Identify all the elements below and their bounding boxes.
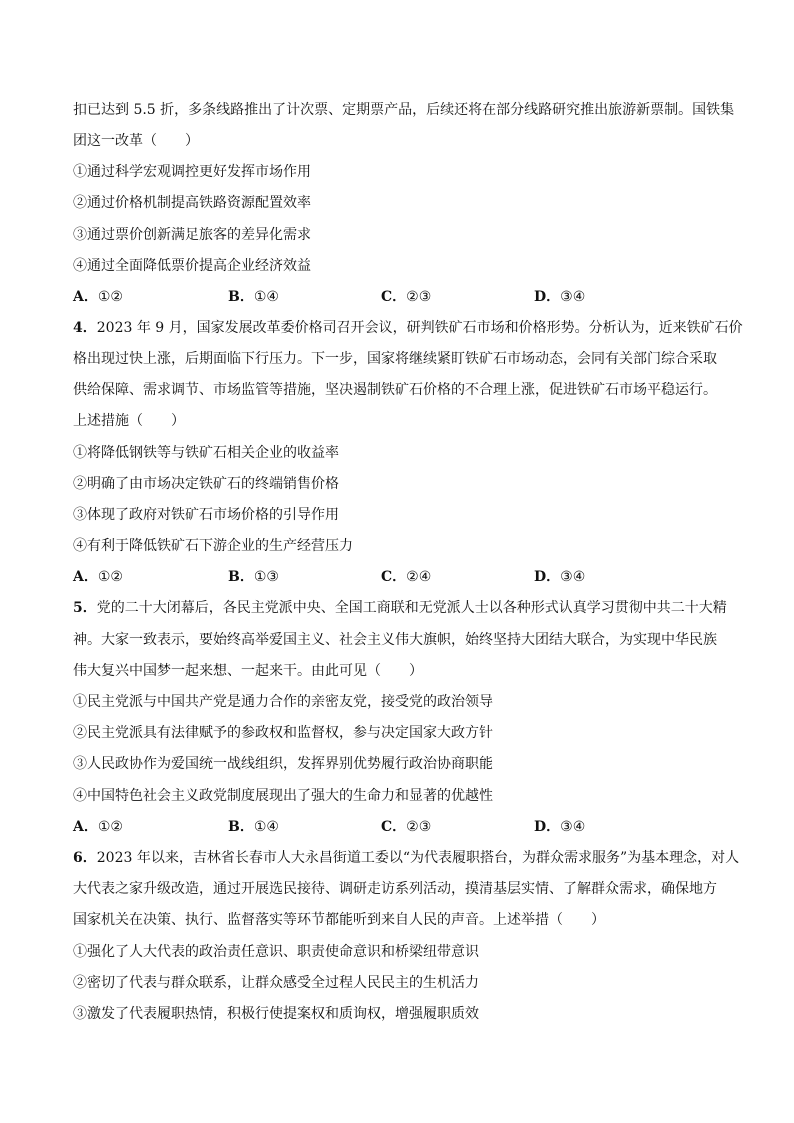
- option-letter: D．: [534, 569, 561, 585]
- option-letter: B．: [228, 289, 254, 305]
- option-d: [534, 287, 585, 307]
- option-letter: D．: [534, 819, 561, 835]
- q5-statement: ④中国特色社会主义政党制度展现出了强大的生命力和显著的优越性: [73, 788, 493, 804]
- option-text: ①③: [253, 569, 279, 585]
- option-text: ③④: [560, 819, 586, 835]
- q5-statement: ②民主党派具有法律赋予的参政权和监督权，参与决定国家大政方针: [73, 725, 493, 741]
- q3-statement: ③通过票价创新满足旅客的差异化需求: [73, 227, 311, 243]
- q3-options: [73, 287, 733, 307]
- option-b: [228, 567, 279, 587]
- option-c: [381, 817, 431, 837]
- q3-statement: ②通过价格机制提高铁路资源配置效率: [73, 195, 311, 211]
- q4-stem-text: 2023 年 9 月，国家发展改革委价格司召开会议，研判铁矿石市场和价格形势。分析认为，近来铁矿石价: [96, 320, 743, 336]
- q4-stem-line: 格出现过快上涨，后期面临下行压力。下一步，国家将继续紧盯铁矿石市场动态，会同有关部门综合采取: [73, 351, 717, 367]
- option-c: [381, 567, 431, 587]
- option-text: ②③: [406, 289, 432, 305]
- option-text: ③④: [560, 569, 586, 585]
- option-a: [73, 817, 123, 837]
- option-c: [381, 287, 431, 307]
- question-number: 6．: [73, 850, 97, 866]
- q6-stem-line: 国家机关在决策、执行、监督落实等环节都能听到来自人民的声音。上述举措（ ）: [73, 912, 605, 928]
- option-text: ①②: [97, 819, 123, 835]
- q4-stem-line: 供给保障、需求调节、市场监管等措施，坚决遏制铁矿石价格的不合理上涨，促进铁矿石市场平稳运行。: [73, 382, 717, 398]
- option-text: ①④: [253, 819, 279, 835]
- option-letter: C．: [381, 569, 407, 585]
- option-text: ①②: [97, 289, 123, 305]
- q6-statement: ②密切了代表与群众联系，让群众感受全过程人民民主的生机活力: [73, 975, 479, 991]
- q3-statement: ④通过全面降低票价提高企业经济效益: [73, 258, 311, 274]
- option-text: ③④: [560, 289, 586, 305]
- q5-stem-line: [73, 598, 727, 618]
- option-a: [73, 287, 123, 307]
- question-number: 4．: [73, 320, 97, 336]
- q6-stem-line: 大代表之家升级改造，通过开展选民接待、调研走访系列活动，摸清基层实情、了解群众需求，确保地方: [73, 881, 717, 897]
- option-letter: C．: [381, 289, 407, 305]
- option-text: ②④: [406, 569, 432, 585]
- option-text: ①②: [97, 569, 123, 585]
- q6-stem-text: 2023 年以来，吉林省长春市人大永昌街道工委以“为代表履职搭台，为群众需求服务”为基本理念，对人: [96, 850, 740, 866]
- q3-stem-line: 团这一改革（ ）: [73, 133, 199, 149]
- option-b: [228, 817, 279, 837]
- option-letter: A．: [73, 819, 98, 835]
- option-a: [73, 567, 123, 587]
- option-letter: C．: [381, 819, 407, 835]
- q4-options: [73, 567, 733, 587]
- q4-statement: ③体现了政府对铁矿石市场价格的引导作用: [73, 507, 339, 523]
- option-letter: A．: [73, 569, 98, 585]
- q4-stem-line: [73, 318, 743, 338]
- q4-statement: ④有利于降低铁矿石下游企业的生产经营压力: [73, 538, 353, 554]
- q5-options: [73, 817, 733, 837]
- option-letter: D．: [534, 289, 561, 305]
- option-d: [534, 817, 585, 837]
- option-text: ①④: [253, 289, 279, 305]
- q3-stem-line: 扣已达到 5.5 折，多条线路推出了计次票、定期票产品，后续还将在部分线路研究推出旅游新票制。国铁集: [73, 102, 735, 118]
- q5-stem-line: 伟大复兴中国梦一起来想、一起来干。由此可见（ ）: [73, 663, 423, 679]
- option-text: ②③: [406, 819, 432, 835]
- option-b: [228, 287, 279, 307]
- q5-stem-line: 神。大家一致表示，要始终高举爱国主义、社会主义伟大旗帜，始终坚持大团结大联合，为实现中华民族: [73, 632, 717, 648]
- q6-statement: ③激发了代表履职热情，积极行使提案权和质询权，增强履职质效: [73, 1006, 479, 1022]
- q4-statement: ①将降低钢铁等与铁矿石相关企业的收益率: [73, 445, 339, 461]
- q4-statement: ②明确了由市场决定铁矿石的终端销售价格: [73, 476, 339, 492]
- q5-statement: ③人民政协作为爱国统一战线组织，发挥界别优势履行政治协商职能: [73, 756, 493, 772]
- q3-statement: ①通过科学宏观调控更好发挥市场作用: [73, 164, 311, 180]
- q4-stem-line: 上述措施（ ）: [73, 413, 185, 429]
- q5-statement: ①民主党派与中国共产党是通力合作的亲密友党，接受党的政治领导: [73, 694, 493, 710]
- option-letter: A．: [73, 289, 98, 305]
- option-letter: B．: [228, 569, 254, 585]
- q6-stem-line: [73, 848, 739, 868]
- q6-statement: ①强化了人大代表的政治责任意识、职责使命意识和桥梁纽带意识: [73, 944, 479, 960]
- option-d: [534, 567, 585, 587]
- q5-stem-text: 党的二十大闭幕后，各民主党派中央、全国工商联和无党派人士以各种形式认真学习贯彻中共二十大精: [96, 600, 727, 616]
- question-number: 5．: [73, 600, 97, 616]
- option-letter: B．: [228, 819, 254, 835]
